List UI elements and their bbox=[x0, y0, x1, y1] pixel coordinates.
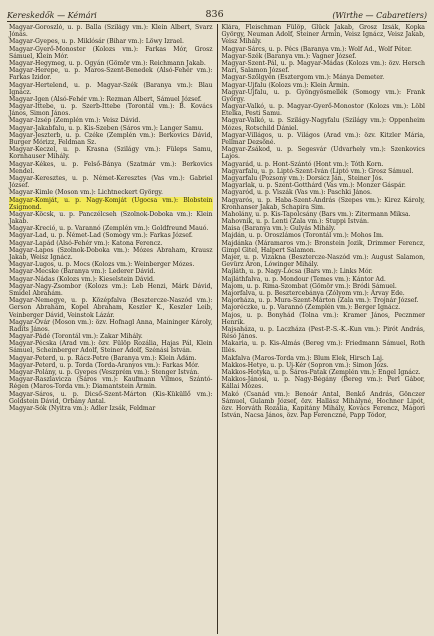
directory-entry: Magyar-Mecske (Baranya vm.): Lederer Dávid. bbox=[9, 268, 156, 276]
directory-entry: Magyarós, u. p. Haba-Szent-András (Szepes vm.): Kirez Károly, Kronhanser Jakab, Schapira Sim. bbox=[221, 196, 425, 211]
directory-entry: Majsaháza, u. p. Laczháza (Pest-P.-S.-K.-Kun vm.): Pirót András, Résó János. bbox=[221, 325, 425, 341]
directory-entry: Magyarfalu (Pozsony vm.): Dorsicz Ján., Steiner Jós. bbox=[221, 174, 384, 182]
directory-entry: Magyar-Keczel, u. p. Krasna (Szilágy vm.): Füleps Samu, Kornhauser Mihály. bbox=[9, 146, 213, 161]
directory-entry: Magyarád, u. p. Hont-Szántó (Hont vm.): Tóth Korn. bbox=[221, 160, 384, 168]
directory-entry: Makaria, u. p. Kis-Almás (Bereg vm.): Friedmann Sámuel, Roth Illés. bbox=[221, 340, 425, 355]
directory-entry: Magyar-Gyerő-Monoster (Kolozs vm.): Farkas Mór, Grosz Sámuel, Klein Mór. bbox=[9, 45, 213, 60]
directory-entry: Magyar-Lapos (Szolnok-Doboka vm.): Mózes Abraham, Krausz Jakab, Weisz Ignácz. bbox=[9, 246, 213, 261]
directory-entry: Magyar-Szent-Pál, u. p. Magyar-Mádas (Kolozs vm.): özv. Hersch Mari, Salamon József. bbox=[221, 59, 425, 75]
directory-entry: Magyar-Valkó, u. p. Magyar-Gyerő-Monostor (Kolozs vm.): Löbl Etelka, Pesti Samu. bbox=[221, 103, 425, 118]
directory-entry: Magyar-Kékes, u. p. Felső-Bánya (Szatmár vm.): Berkovics Mendel. bbox=[9, 160, 213, 175]
directory-entry: Magyar-Kimle (Moson vm.): Lichtneckert György. bbox=[9, 189, 163, 197]
directory-entry: Magyarfalu, u. p. Liptó-Szent-Iván (Liptó vm.): Grosz Sámuel. bbox=[221, 167, 414, 175]
directory-entry: Magyar-Gyepes, u. p. Miklósár (Bihar vm.): Löwy Izrael. bbox=[9, 38, 184, 46]
column-divider bbox=[217, 24, 218, 634]
directory-entry: Majom, u. p. Rima-Szombat (Gömör vm.): Bródi Sámuel. bbox=[221, 282, 397, 290]
header-rule bbox=[7, 21, 427, 22]
directory-entry: Magyarlak, u. p. Szent-Gotthárd (Vas vm.): Monzer Gáspár. bbox=[221, 182, 406, 190]
directory-entry: Majláth, u. p. Nagy-Lócsa (Bars vm.): Links Mór. bbox=[221, 268, 373, 276]
directory-entry: Majorháza, u. p. Mura-Szent-Márton (Zala vm.): Trojnár József. bbox=[221, 297, 419, 305]
directory-entry: Magyar-Valkó, u. p. Szilágy-Nagyfalu (Szilágy vm.): Oppenheim Mózes, Rotschild Dániel. bbox=[221, 117, 425, 132]
left-column bbox=[7, 24, 215, 634]
directory-entry: Magyaród, u. p. Viszák (Vas vm.): Paschki János. bbox=[221, 189, 372, 197]
directory-entry: Maisa (Baranya vm.): Gulyás Mihály. bbox=[221, 225, 336, 233]
directory-entry: Magyar-Peterd, u. p. Rácz-Petre (Baranya vm.): Klein Ádám. bbox=[9, 354, 197, 362]
directory-entry: Magyar-Kreció, u. p. Varannó (Zemplén vm.): Goldfreund Mauó. bbox=[9, 225, 209, 233]
header-right: (Wirthe — Cabaretiers) bbox=[332, 11, 427, 20]
directory-entry: Magyar-Ittebe, u. p. Szerb-Ittebe (Torontál vm.): B. Kovács János, Simon János. bbox=[9, 103, 213, 118]
directory-entry: Magyar-Villágos, u. p. Világos (Arad vm.): özv. Kitzler Mária, Pellmar Dezsőné. bbox=[221, 131, 425, 146]
directory-entry: Majorfalva, u. p. Besztercebánya (Zólyom vm.): Árvay Ede. bbox=[221, 289, 405, 297]
header-left: Kereskedők — Kémári bbox=[7, 11, 97, 20]
directory-entry: Magyar-Zsákod, u. p. Segesvár (Udvarhely vm.): Szenkovics Lajos. bbox=[221, 146, 425, 161]
directory-entry: Majdán, u. p. Oroszlámos (Torontál vm.): Mohos Im. bbox=[221, 232, 384, 240]
page-number: 836 bbox=[205, 9, 224, 20]
directory-entry: Majer, u. p. Vizakna (Besztercze-Naszód vm.): August Salamon, Gevürz Áron, Lówinger Mihály. bbox=[221, 254, 425, 269]
directory-entry: Magyar-Herepe, u. p. Maros-Szent-Benedek (Alsó-Fehér vm.): Farkas Izidor. bbox=[9, 67, 213, 82]
directory-entry: Magyar-Sók (Nyitra vm.): Adler Izsák, Feldmar bbox=[9, 404, 156, 412]
directory-entry: Magyar-Pécska (Arad vm.): özv. Fülöp Rozália, Hajas Pál, Klein Sámuel, Scheinberger Adolf, Steiner Adolf, Szénási István. bbox=[9, 340, 213, 355]
directory-entry: Magyar-Sárcs, u. p. Pécs (Baranya vm.): Wolf Ad., Wolf Péter. bbox=[221, 45, 412, 53]
directory-entry: Magyar-Peterd, u. p. Torda (Torda-Aranyos vm.): Farkas Mór. bbox=[9, 361, 200, 369]
directory-entry: Magyar-Lugos, u. p. Mocs (Kolozs vm.): Weinberger Mózes. bbox=[9, 261, 195, 269]
directory-entry: Magyar-Lad, u. p. Német-Lad (Somogy vm.): Farkas József. bbox=[9, 232, 193, 240]
right-column bbox=[219, 24, 427, 634]
directory-entry: Magyar-Köcsk, u. p. Panczélcseh (Szolnok-Doboka vm.): Klein Jakab. bbox=[9, 210, 213, 226]
directory-entry: Mahovnik, u. p. Lenti (Zala vm.): Stuppi István. bbox=[221, 218, 369, 226]
directory-entry: Magyar-Óvár (Moson vm.): özv. Hofnagl Anna, Maininger Károly, Radits János. bbox=[9, 318, 213, 333]
directory-entry: Magyar-Hegymeg, u. p. Ogyán (Gömör vm.): Reichmann Jakab. bbox=[9, 59, 206, 67]
directory-entry: Magyar-Sáros, u. p. Dicső-Szent-Márton (Kis-Küküllő vm.): Goldstein Dávid, Orbány Antal. bbox=[9, 390, 213, 405]
directory-entry: Maholány, u. p. Kis-Tapolcsány (Bars vm.): Zitermann Miksa. bbox=[221, 210, 411, 218]
directory-entry: Magyar-Szék (Baranya vm.): Vagner József. bbox=[221, 52, 357, 60]
directory-entry: Magyar-Nagy-Zsombor (Kolozs vm.): Leb Henzi, Márk Dávid, Smidel Abrahám. bbox=[9, 282, 213, 297]
directory-entry: Majláthfalva, u. p. Mondour (Temes vm.): Kántor Ad. bbox=[221, 275, 386, 283]
directory-entry: Magyar-Hertelend, u. p. Magyar-Szék (Baranya vm.): Blau Ignácz. bbox=[9, 81, 213, 96]
directory-entry: Magyar-Raszlavicza (Sáros vm.): Kaufmann Vilmos, Szántó-Régen (Maros-Torda vm.): Diamantstein Ármin. bbox=[9, 376, 213, 391]
directory-entry: Makfalva (Maros-Torda vm.): Blum Elek, Hirsch Laj. bbox=[221, 354, 384, 362]
directory-entry: Makó (Csanád vm.): Benoár Antal, Benkő András, Gönczer Sámuel, Gulamb József, özv. Hallász Mihályné, Hochner Lipót, özv. Horváth Rozália, Kapitány Mihály, Kovács Ferencz, Mágori István, Nacsa János, özv. Pap Ferenczné, Papp Tódor, bbox=[221, 390, 425, 420]
directory-entry: Magyar-Pádé (Torontál vm.): Zakar Mihály. bbox=[9, 333, 143, 341]
columns bbox=[7, 24, 427, 634]
directory-entry: Klára, Fleischman Fülöp, Glück Jakab, Grosz Izsák, Kopka György, Neuman Adolf, Steiner Ármin, Veisz Ignácz, Veisz Jakab, Veisz Mihály. bbox=[221, 24, 425, 46]
directory-entry: Magyar-Nádas (Kolozs vm.): Kieselstein Dávid. bbox=[9, 275, 155, 283]
directory-entry: Magyar-Ujfalu (Kolozs vm.): Klein Ármin. bbox=[221, 81, 350, 89]
directory-entry: Magyar-Szőlgyén (Esztergom vm.): Mánya Demeter. bbox=[221, 74, 385, 82]
directory-entry: Magyar-Nemegye, u. p. Középfalva (Besztercze-Naszód vm.): Gerson Abrahám, Kopel Abraham, Keszler K., Keszler Leib, Veinberger Dávid, Veinstok Lázár. bbox=[9, 297, 213, 319]
directory-entry: Magyar-Jeszterb, u. p. Czéke (Zemplén vm.): Berkovics Dávid, Burger Mórizz, Feldman Sz. bbox=[9, 131, 213, 146]
directory-entry: Makkos-Hetye, u. p. Uj-Kér (Sopron vm.): Simon Józs. bbox=[221, 361, 389, 369]
page-header bbox=[7, 6, 427, 20]
directory-entry: Magyar-Igen (Alsó-Fehér vm.): Rezman Albert, Sámuel József. bbox=[9, 95, 202, 103]
directory-entry: Magyar-Ujfalu, u. p. Gyöngyösmellék (Somogy vm.): Frank György. bbox=[221, 88, 425, 103]
directory-entry: Majdánka (Máramaros vm.): Bronstein Jozik, Drimmer Ferencz, Gimpl Gitel, Halpert Salamon. bbox=[221, 239, 425, 254]
directory-entry: Magyar-Keresztes, u. p. Német-Keresztes (Vas vm.): Gabriel József. bbox=[9, 174, 213, 190]
directory-entry: Magyar-Goroszló, u. p. Balla (Szilágy vm.): Klein Albert, Svarz Jónás. bbox=[9, 24, 213, 39]
directory-entry: Magyar-Komját, u. p. Nagy-Komját (Ugocsa vm.): Blobstein Zsigmond. bbox=[9, 196, 213, 211]
directory-entry: Magyar-Lapád (Alsó-Fehér vm.): Katona Ferencz. bbox=[9, 239, 163, 247]
directory-entry: Makkos-Hotyka, u. p. Sáros-Patak (Zemplén vm.): Engel Ignácz. bbox=[221, 369, 421, 376]
directory-entry: Magyar-Polány, u. p. Gyepes (Veszprém vm.): Stenger István. bbox=[9, 369, 200, 376]
directory-entry: Majos, u. p. Bonyhád (Tolna vm.): Kramer János, Pecznmer Henrik. bbox=[221, 311, 425, 326]
directory-entry: Majoréczke, u. p. Varannó (Zemplén vm.): Berger Ignácz. bbox=[221, 304, 401, 312]
directory-entry: Magyar-Izsép (Zemplén vm.): Veisz Dávid. bbox=[9, 117, 141, 125]
directory-entry: Magyar-Jakabfalu, u. p. Kis-Szeben (Sáros vm.): Langer Samu. bbox=[9, 124, 204, 132]
directory-entry: Makkos-Jánosi, u. p. Nagy-Bégány (Bereg vm.): Perl Gábor, Kállai Mózes. bbox=[221, 376, 425, 391]
